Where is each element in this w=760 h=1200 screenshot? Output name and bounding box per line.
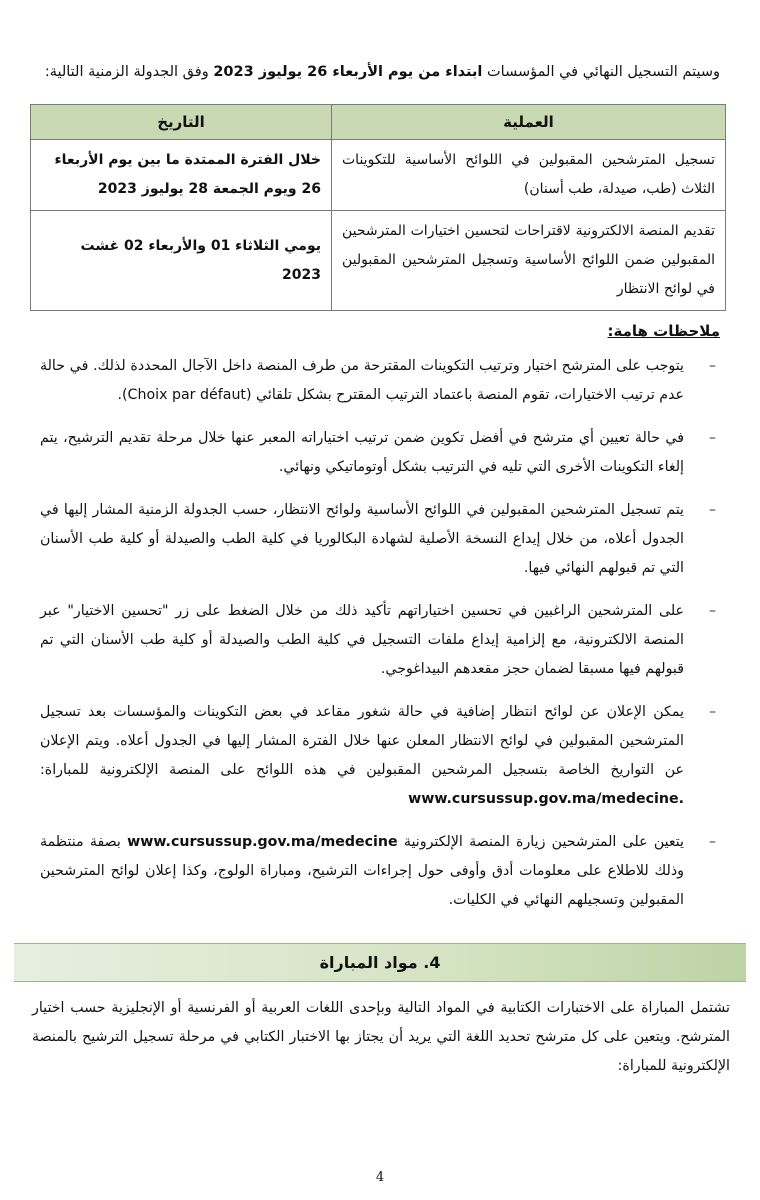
platform-link[interactable]: www.cursussup.gov.ma/medecine	[127, 834, 398, 850]
schedule-table	[30, 104, 726, 311]
section-heading-bar	[14, 943, 746, 982]
list-dash: –	[709, 704, 716, 720]
list-dash: –	[709, 502, 716, 518]
row-date: يومي الثلاثاء 01 والأربعاء 02 غشت 2023	[31, 211, 332, 311]
row-operation: تسجيل المترشحين المقبولين في اللوائح الأساسية للتكوينات الثلاث (طب، صيدلة، طب أسنان)	[332, 140, 726, 211]
list-dash: –	[709, 834, 716, 850]
table-row	[31, 140, 726, 211]
note-text: يتوجب على المترشح اختيار وترتيب التكوينات المقترحة من طرف المنصة داخل الآجال المحددة لذلك. في حالة عدم ترتيب الاختيارات، تقوم المنصة باعتماد الترتيب المقترح بشكل تلقائي (Choix par défaut).	[40, 358, 684, 403]
note-item	[40, 698, 730, 814]
note-text: في حالة تعيين أي مترشح في أفضل تكوين ضمن ترتيب اختياراته المعبر عنها خلال مرحلة تقديم الترشيح، يتم إلغاء التكوينات الأخرى التي تليه في الترتيب بشكل أوتوماتيكي ونهائي.	[40, 430, 684, 475]
note-text: يمكن الإعلان عن لوائح انتظار إضافية في حالة شغور مقاعد في بعض التكوينات والمؤسسات بعد تسجيل المترشحين المقبولين في لوائح الانتظار المعلن عنها خلال الفترة المشار إليها في الجدول أعلاه. ويتم الإعلان عن التواريخ الخاصة بتسجيل المرشحين المقبولين في هذه اللوائح على المنصة الإلكترونية للمباراة:	[40, 704, 684, 778]
note-item	[40, 496, 730, 583]
note-item	[40, 424, 730, 482]
header-operation: العملية	[332, 105, 726, 140]
body-paragraph: تشتمل المباراة على الاختبارات الكتابية في المواد التالية وبإحدى اللغات العربية أو الفرنسية أو الإنجليزية حسب اختيار المترشح. ويتعين على كل مترشح تحديد اللغة التي يريد أن يجتاز بها الاختبار الكتابي في مرحلة تسجيل الترشيح بالمنصة الإلكترونية للمباراة:	[32, 1000, 730, 1074]
notes-list	[40, 352, 730, 929]
table-header-row	[31, 105, 726, 140]
notes-heading: ملاحظات هامة:	[607, 322, 720, 340]
note-text: يتعين على المترشحين زيارة المنصة الإلكترونية	[397, 834, 684, 850]
list-dash: –	[709, 358, 716, 374]
page-number: 4	[375, 1170, 385, 1185]
note-item	[40, 597, 730, 684]
platform-link[interactable]: www.cursussup.gov.ma/medecine.	[408, 791, 684, 807]
note-item	[40, 352, 730, 410]
intro-text-bold: ابتداء من يوم الأربعاء 26 يوليوز 2023	[213, 64, 483, 80]
row-operation: تقديم المنصة الالكترونية لاقتراحات لتحسين اختيارات المترشحين المقبولين ضمن اللوائح الأساسية وتسجيل المترشحين المقبولين في لوائح الانتظار	[332, 211, 726, 311]
note-text: بصفة منتظمة وذلك للاطلاع على معلومات أدق وأوفى حول إجراءات الترشيح، ومباراة الولوج، وكذا إعلان لوائح المترشحين المقبولين وتسجيلهم النهائي في الكليات.	[40, 834, 684, 908]
intro-text-start: وسيتم التسجيل النهائي في المؤسسات	[482, 64, 720, 80]
section-title: 4. مواد المباراة	[319, 953, 441, 972]
header-date: التاريخ	[31, 105, 332, 140]
list-dash: –	[709, 430, 716, 446]
note-text: على المترشحين الراغبين في تحسين اختياراتهم تأكيد ذلك من خلال الضغط على زر "تحسين الاختيار" عبر المنصة الالكترونية، مع إلزامية إيداع ملفات التسجيل في كلية الطب والصيدلة أو كلية طب الأسنان التي تم قبولهم فيها مسبقا لضمان حجز مقعدهم البيداغوجي.	[40, 603, 684, 677]
intro-text-end: وفق الجدولة الزمنية التالية:	[44, 64, 214, 80]
intro-paragraph	[30, 60, 720, 84]
note-item	[40, 828, 730, 915]
list-dash: –	[709, 603, 716, 619]
note-text: يتم تسجيل المترشحين المقبولين في اللوائح الأساسية ولوائح الانتظار، حسب الجدولة الزمنية المشار إليها في الجدول أعلاه، من خلال إيداع النسخة الأصلية لشهادة البكالوريا في كلية الطب والصيدلة أو كلية طب الأسنان التي تم قبولهم النهائي فيها.	[40, 502, 684, 576]
table-row	[31, 211, 726, 311]
row-date: خلال الفترة الممتدة ما بين يوم الأربعاء 26 ويوم الجمعة 28 يوليوز 2023	[31, 140, 332, 211]
